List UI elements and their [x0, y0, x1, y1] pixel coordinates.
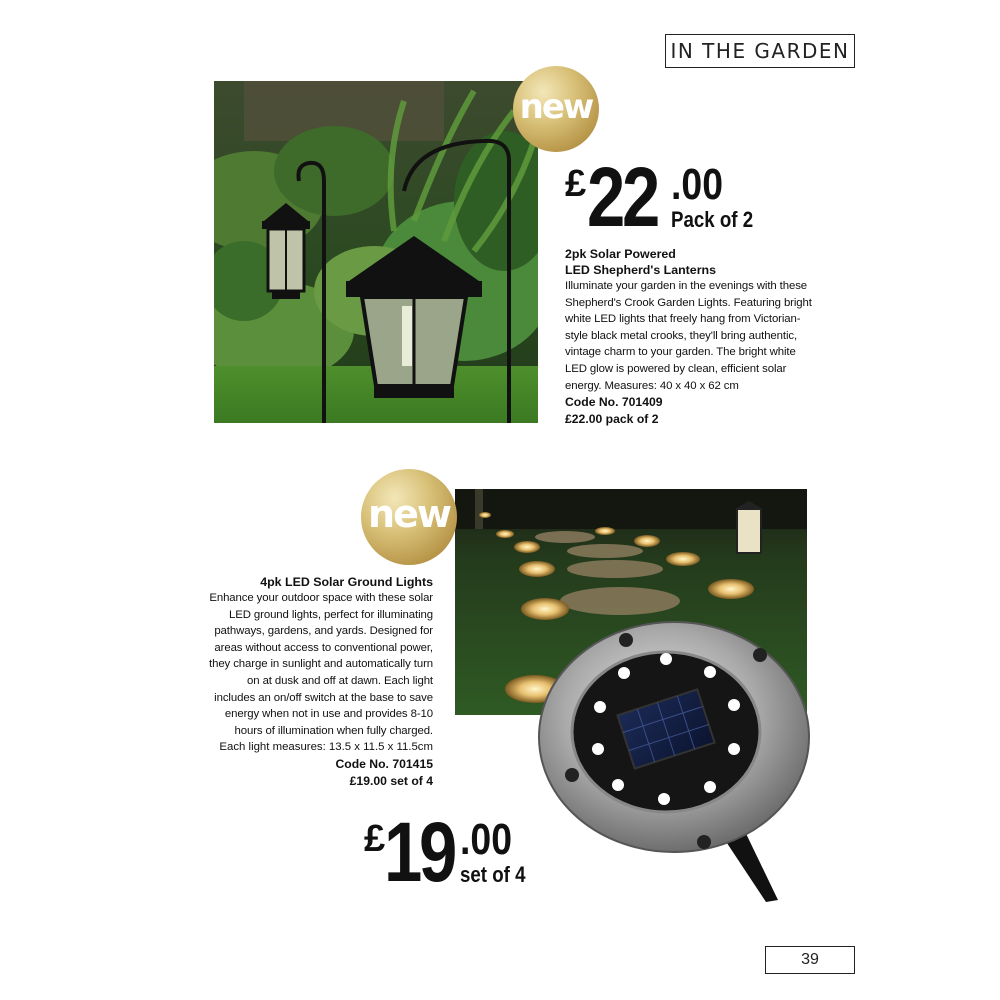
ground-light-product-image — [538, 617, 810, 902]
lanterns-title-line1: 2pk Solar Powered — [565, 247, 676, 261]
ground-lights-title: 4pk LED Solar Ground Lights — [260, 575, 433, 589]
lanterns-body: Illuminate your garden in the evenings with these Shepherd's Crook Garden Lights. Featuring bright white LED lights that freely hang from Victorian-style black metal crooks, they'll bring authentic, vintage charm to your garden. The bright white LED glow is powered by clean, efficient solar energy. Measures: 40 x 40 x 62 cm — [565, 280, 812, 392]
lanterns-price-text: £22.00 pack of 2 — [565, 411, 659, 426]
price-currency: £ — [565, 163, 587, 205]
new-badge-label: new — [368, 492, 450, 536]
lanterns-code: Code No. 701409 — [565, 395, 663, 410]
ground-lights-price-text: £19.00 set of 4 — [349, 773, 433, 788]
lanterns-price — [565, 150, 765, 244]
new-badge-label: new — [519, 87, 593, 127]
ground-lights-description — [205, 574, 433, 789]
ground-lights-measures: Each light measures: 13.5 x 11.5 x 11.5cm — [219, 741, 433, 754]
price-pence: .00 — [671, 160, 723, 209]
ground-lights-price — [364, 805, 564, 899]
lanterns-title-line2: LED Shepherd's Lanterns — [565, 263, 716, 277]
price-whole: 22 — [587, 150, 658, 244]
new-badge — [513, 66, 599, 152]
ground-lights-code: Code No. 701415 — [335, 756, 433, 771]
price-whole: 19 — [384, 805, 455, 899]
price-unit: Pack of 2 — [671, 207, 754, 232]
lanterns-product-photo — [214, 81, 538, 423]
price-unit: set of 4 — [460, 862, 526, 887]
ground-lights-body: Enhance your outdoor space with these solar LED ground lights, perfect for illuminating pathways, gardens, and yards. Designed for areas without access to conventional power, they charge in sunlight and automatically turn on at dusk and off at dawn. Each light includes an on/off switch at the base to save energy when not in use and provides 8-10 hours of illumination when fully charged. — [209, 592, 433, 737]
new-badge — [361, 469, 457, 565]
price-pence: .00 — [460, 815, 512, 864]
section-title: IN THE GARDEN — [665, 34, 855, 68]
page-number: 39 — [765, 946, 855, 974]
lanterns-description — [565, 246, 815, 427]
price-currency: £ — [364, 818, 386, 860]
